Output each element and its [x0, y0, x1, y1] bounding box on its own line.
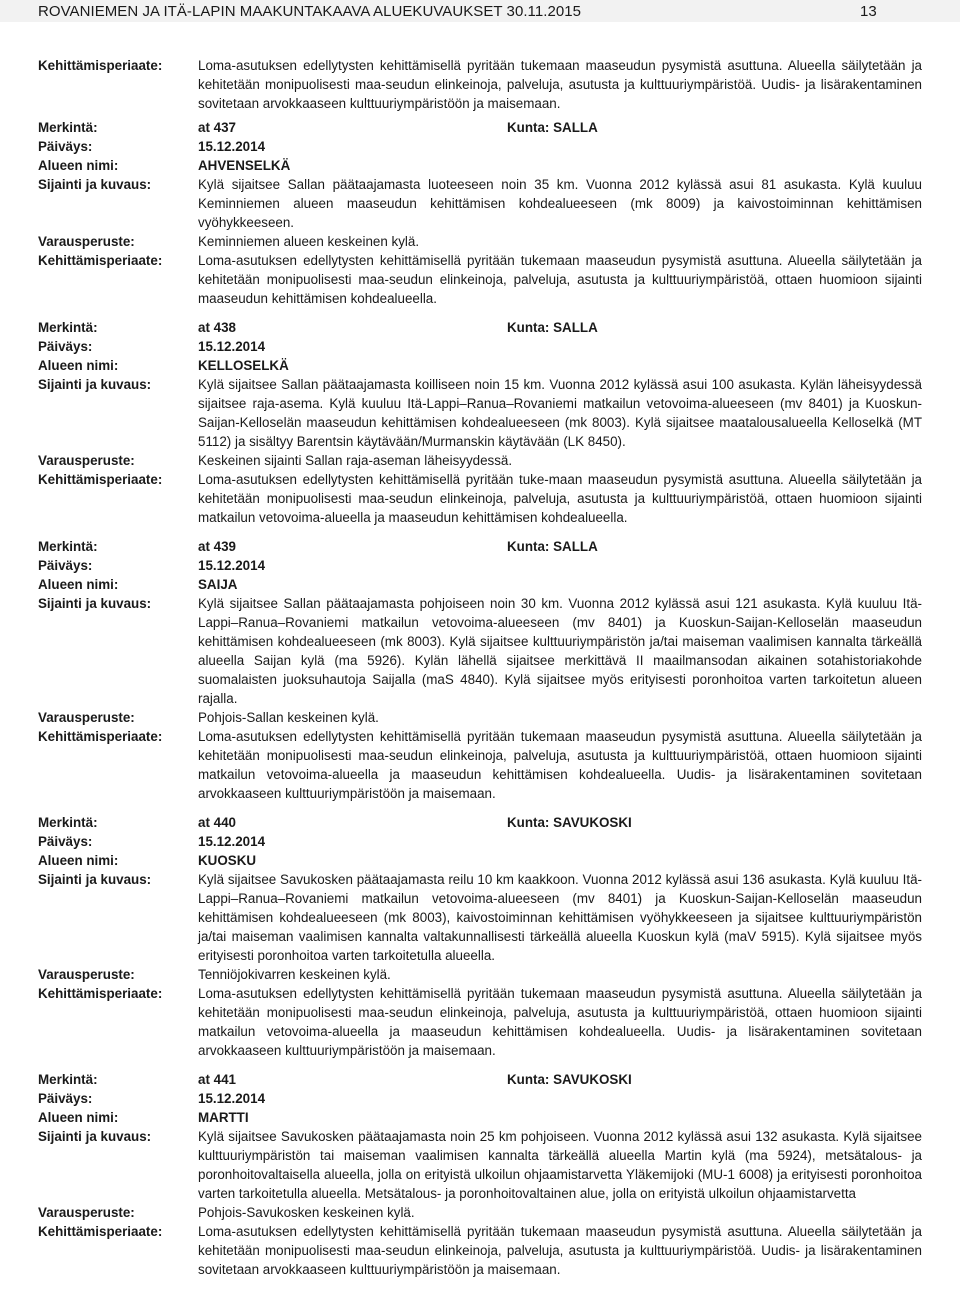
sijainti-row: [38, 870, 922, 965]
field-value: Kylä sijaitsee Sallan päätaajamasta koilliseen noin 15 km. Vuonna 2012 kylässä asui 100 asukasta. Kylän läheisyydessä sijaitsee raja-asema. Kylä kuuluu Itä-Lappi–Ranua–Rovaniemi matkailun vetovoima-alueeseen (mv 8401) ja Kuoskun-Saijan-Kelloselän maaseudun kehittämisen kohdealueeseen (mk 8003). Kylä sijaitsee maatalousalueella Kelloselkä (MT 5112) ja sisältyy Barentsin käytävään/Murmanskin käytävään (LK 8450).: [198, 377, 922, 449]
field-value: Keminniemen alueen keskeinen kylä.: [198, 234, 420, 249]
kehittamisperiaate-row: [38, 251, 922, 308]
field-value: Pohjois-Sallan keskeinen kylä.: [198, 710, 379, 725]
field-label: Merkintä:: [38, 320, 98, 335]
field-label: Kehittämisperiaate:: [38, 472, 163, 487]
area-name: KUOSKU: [198, 853, 257, 868]
kunta: Kunta: SAVUKOSKI: [507, 1072, 632, 1087]
area-name: MARTTI: [198, 1110, 249, 1125]
field-value: Kylä sijaitsee Savukosken päätaajamasta reilu 10 km kaakkoon. Vuonna 2012 kylässä asui 136 asukasta. Kylä kuuluu Itä-Lappi–Ranua–Rovaniemi matkailun vetovoima-alueeseen (mv 8401) ja Kuoskun-Saijan-Kelloselän maaseudun kehittämisen kohdealueeseen (mk 8003), kaivostoiminnan kehittämisen vyöhykkeeseen ja sijaitsee kulttuuriympäristön ja/tai maiseman vaalimisen kannalta valtakunnallisesti tärkeällä alueella Kuoskun kylä (maV 5915). Kylä sijaitsee myös erityisesti poronhoitoa varten tarkoitetulla alueella.: [198, 872, 922, 963]
varausperuste-row: [38, 232, 922, 251]
field-label: Päiväys:: [38, 558, 93, 573]
field-label: Alueen nimi:: [38, 158, 119, 173]
field-label: Sijainti ja kuvaus:: [38, 1129, 152, 1144]
paivays-row: [38, 337, 922, 356]
field-value: Kylä sijaitsee Savukosken päätaajamasta noin 25 km pohjoiseen. Vuonna 2012 kylässä asui 132 asukasta. Kylä sijaitsee kulttuuriympäristön tai maiseman vaalimisen kannalta tärkeällä alueella Martin kylä (ma 5924), metsätalous- ja poronhoitovaltaisella alueella, jolla on erityistä ulkoilun ohjaamistarvetta Yläkemijoki (MU-1 6008) ja erityisesti poronhoitoa varten tarkoitetulla alueella. Metsätalous- ja poronhoitovaltainen alue, jolla on erityistä ulkoilun ohjaamistarvetta: [198, 1129, 922, 1201]
field-label: Alueen nimi:: [38, 358, 119, 373]
alueen-nimi-row: [38, 851, 922, 870]
merkinta-row: [38, 318, 922, 337]
area-name: AHVENSELKÄ: [198, 158, 291, 173]
alueen-nimi-row: [38, 356, 922, 375]
paivays-row: [38, 1089, 922, 1108]
field-label: Merkintä:: [38, 1072, 98, 1087]
field-value: Loma-asutuksen edellytysten kehittämisellä pyritään tukemaan maaseudun pysymistä asuttuna. Alueella säilytetään ja kehitetään monipuolisesti maa-seudun elinkeinoja, palveluja, asutusta ja kulttuuriympäristöä. Uudis- ja lisärakentaminen sovitetaan arvokkaaseen kulttuuriympäristöön ja maisemaan.: [198, 58, 922, 111]
date-value: 15.12.2014: [198, 558, 266, 573]
field-label: Kehittämisperiaate:: [38, 58, 163, 73]
area-name: SAIJA: [198, 577, 238, 592]
field-label: Päiväys:: [38, 834, 93, 849]
field-value: Loma-asutuksen edellytysten kehittämisellä pyritään tukemaan maaseudun pysymistä asuttuna. Alueella säilytetään ja kehitetään monipuolisesti maa-seudun elinkeinoja, palveluja, asutusta ja kulttuuriympäristöä, ottaen huomioon sijainti maaseudun kehittämisen kohdealueella.: [198, 253, 922, 306]
field-label: Sijainti ja kuvaus:: [38, 872, 152, 887]
field-label: Varausperuste:: [38, 710, 135, 725]
field-label: Varausperuste:: [38, 234, 135, 249]
field-label: Merkintä:: [38, 120, 98, 135]
alueen-nimi-row: [38, 1108, 922, 1127]
date-value: 15.12.2014: [198, 1091, 266, 1106]
date-value: 15.12.2014: [198, 834, 266, 849]
paivays-row: [38, 832, 922, 851]
area-entry: [38, 318, 922, 527]
document-title: ROVANIEMEN JA ITÄ-LAPIN MAAKUNTAKAAVA ALUEKUVAUKSET 30.11.2015: [38, 3, 582, 20]
varausperuste-row: [38, 451, 922, 470]
field-value: Pohjois-Savukosken keskeinen kylä.: [198, 1205, 415, 1220]
date-value: 15.12.2014: [198, 139, 266, 154]
page-header: [0, 0, 960, 22]
varausperuste-row: [38, 1203, 922, 1222]
sijainti-row: [38, 375, 922, 451]
kehittamisperiaate-row: [38, 727, 922, 803]
field-label: Sijainti ja kuvaus:: [38, 377, 152, 392]
area-entry: [38, 813, 922, 1060]
area-entry: [38, 1070, 922, 1279]
field-label: Varausperuste:: [38, 453, 135, 468]
sijainti-row: [38, 594, 922, 708]
kunta: Kunta: SALLA: [507, 539, 598, 554]
varausperuste-row: [38, 965, 922, 984]
field-label: Sijainti ja kuvaus:: [38, 596, 152, 611]
field-value: Loma-asutuksen edellytysten kehittämisellä pyritään tuke-maan maaseudun pysymistä asuttuna. Alueella säilytetään ja kehitetään monipuolisesti maa-seudun elinkeinoja, palveluja, asutusta ja kulttuuriympäristöä, ottaen huomioon sijainti matkailun vetovoima-alueella ja maaseudun kehittämisen kohdealueella.: [198, 472, 922, 525]
merkinta-row: [38, 118, 922, 137]
field-value: Loma-asutuksen edellytysten kehittämisellä pyritään tukemaan maaseudun pysymistä asuttuna. Alueella säilytetään ja kehitetään monipuolisesti maa-seudun elinkeinoja, palveluja, asutusta ja kulttuuriympäristöä, ottaen huomioon sijainti matkailun vetovoima-alueella ja maaseudun kehittämisen kohdealueella. Uudis- ja lisärakentaminen sovitetaan arvokkaaseen kulttuuriympäristöön ja maisemaan.: [198, 986, 922, 1058]
page-number: 13: [860, 3, 877, 20]
merkinta-code: at 441: [198, 1072, 236, 1087]
merkinta-code: at 438: [198, 320, 236, 335]
varausperuste-row: [38, 708, 922, 727]
field-label: Varausperuste:: [38, 1205, 135, 1220]
date-value: 15.12.2014: [198, 339, 266, 354]
field-label: Kehittämisperiaate:: [38, 729, 163, 744]
field-label: Varausperuste:: [38, 967, 135, 982]
field-value: Kylä sijaitsee Sallan päätaajamasta pohjoiseen noin 30 km. Vuonna 2012 kylässä asui 121 asukasta. Kylä kuuluu Itä-Lappi–Ranua–Rovaniemi matkailun vetovoima-alueeseen (mv 8401) ja Kuoskun-Saijan-Kelloselän maaseudun kehittämisen kohdealueeseen (mk 8003). Kylä sijaitsee kulttuuriympäristön ja/tai maiseman vaalimisen kannalta tärkeällä alueella Saijan kylä (ma 5926). Kylän lähellä sijaitsee merkittävä II maailmansodan aikainen sotahistoriakohde suomalaisten juoksuhautoja Saijalla (maS 4840). Kylä sijaitsee myös erityisesti poronhoitoa varten tarkoitetun alueen rajalla.: [198, 596, 922, 706]
sijainti-row: [38, 1127, 922, 1203]
field-label: Merkintä:: [38, 539, 98, 554]
field-value: Tenniöjokivarren keskeinen kylä.: [198, 967, 391, 982]
kehittamisperiaate-row: [38, 984, 922, 1060]
document-body: [38, 56, 922, 1279]
area-entry: [38, 537, 922, 803]
merkinta-code: at 437: [198, 120, 236, 135]
area-name: KELLOSELKÄ: [198, 358, 289, 373]
paivays-row: [38, 137, 922, 156]
merkinta-code: at 439: [198, 539, 236, 554]
kunta: Kunta: SAVUKOSKI: [507, 815, 632, 830]
field-label: Päiväys:: [38, 139, 93, 154]
field-label: Kehittämisperiaate:: [38, 1224, 163, 1239]
field-label: Alueen nimi:: [38, 577, 119, 592]
field-label: Päiväys:: [38, 339, 93, 354]
merkinta-row: [38, 537, 922, 556]
field-label: Kehittämisperiaate:: [38, 986, 163, 1001]
field-label: Päiväys:: [38, 1091, 93, 1106]
area-entry: [38, 118, 922, 308]
alueen-nimi-row: [38, 156, 922, 175]
sijainti-row: [38, 175, 922, 232]
kehittamisperiaate-row: [38, 470, 922, 527]
field-value: Kylä sijaitsee Sallan päätaajamasta luoteeseen noin 35 km. Vuonna 2012 kylässä asui 81 asukasta. Kylä kuuluu Keminniemen alueen maaseudun kehittämisen kohdealueeseen (mk 8009) ja kaivostoiminnan kehittämisen vyöhykkeeseen.: [198, 177, 922, 230]
merkinta-row: [38, 1070, 922, 1089]
intro-kehittamisperiaate-row: [38, 56, 922, 113]
alueen-nimi-row: [38, 575, 922, 594]
field-label: Sijainti ja kuvaus:: [38, 177, 152, 192]
merkinta-row: [38, 813, 922, 832]
kehittamisperiaate-row: [38, 1222, 922, 1279]
field-label: Kehittämisperiaate:: [38, 253, 163, 268]
field-value: Loma-asutuksen edellytysten kehittämisellä pyritään tukemaan maaseudun pysymistä asuttuna. Alueella säilytetään ja kehitetään monipuolisesti maa-seudun elinkeinoja, palveluja, asutusta ja kulttuuriympäristöä, ottaen huomioon sijainti matkailun vetovoima-alueella ja maaseudun kehittämisen kohdealueella. Uudis- ja lisärakentaminen sovitetaan arvokkaaseen kulttuuriympäristöön ja maisemaan.: [198, 729, 922, 801]
kunta: Kunta: SALLA: [507, 120, 598, 135]
kunta: Kunta: SALLA: [507, 320, 598, 335]
field-label: Alueen nimi:: [38, 853, 119, 868]
merkinta-code: at 440: [198, 815, 236, 830]
field-label: Alueen nimi:: [38, 1110, 119, 1125]
field-value: Keskeinen sijainti Sallan raja-aseman läheisyydessä.: [198, 453, 513, 468]
paivays-row: [38, 556, 922, 575]
field-label: Merkintä:: [38, 815, 98, 830]
field-value: Loma-asutuksen edellytysten kehittämisellä pyritään tukemaan maaseudun pysymistä asuttuna. Alueella säilytetään ja kehitetään monipuolisesti maa-seudun elinkeinoja, palveluja, asutusta ja kulttuuriympäristöä. Uudis- ja lisärakentaminen sovitetaan arvokkaaseen kulttuuriympäristöön ja maisemaan.: [198, 1224, 922, 1277]
